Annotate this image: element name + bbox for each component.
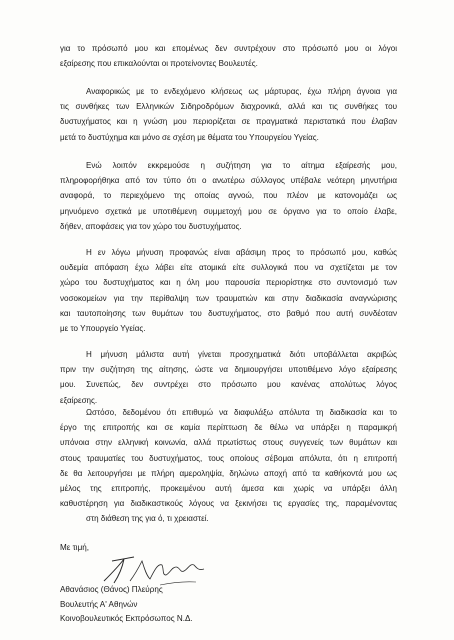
paragraph-6: [60, 405, 397, 527]
text-line: δυστυχήματος και η γνώση μου περιορίζεται σε πραγματικά περιστατικά που έλαβαν: [60, 117, 397, 127]
paragraph-1: [60, 41, 397, 71]
text-line: μου. Συνεπώς, δεν συντρέχει στο πρόσωπο μου κανένας απολύτως λόγος: [60, 380, 397, 390]
signatory-role: Κοινοβουλευτικός Εκπρόσωπος Ν.Δ.: [60, 614, 193, 623]
text-line: υπόνοια στην ελληνική κοινωνία, αλλά πρωτίστως στους συγγενείς των θυμάτων και: [60, 438, 397, 448]
text-line: πληροφορήθηκα από τον τύπο ότι ο ανωτέρω σύλλογος υπέβαλε νεότερη μηνυτήρια: [60, 176, 397, 186]
text-line: για το πρόσωπό μου και επομένως δεν συντρέχουν στο πρόσωπό μου οι λόγοι: [60, 44, 397, 53]
text-line: δήθεν, αποφάσεις για τον χώρο του δυστυχήματος.: [60, 221, 242, 231]
text-line: Η εν λόγω μήνυση προφανώς είναι αβάσιμη προς το πρόσωπό μου, καθώς: [86, 248, 397, 257]
text-line: και ταυτοποίησης των θυμάτων του δυστυχήματος, στο βαθμό που αυτή συνδέοταν: [60, 308, 397, 318]
text-line: νοσοκομείων για την περίθαλψη των τραυματιών και στην διαδικασία αναγνώρισης: [60, 293, 397, 303]
text-line: χώρο του δυστυχήματος και η όλη μου παρουσία περιορίστηκε στο συντονισμό των: [60, 278, 397, 288]
text-line: Αναφορικώς με το ενδεχόμενο κλήσεως ως μάρτυρας, έχω πλήρη άγνοια για: [86, 87, 397, 96]
text-line: καθυστέρηση για διαδικαστικούς λόγους να ξεκινήσει τις εργασίες της, παραμένοντας: [60, 499, 397, 509]
text-line: δε θα λειτουργήσει με πλήρη αμεροληψία, δηλώνω αποχή από τα καθήκοντά μου ως: [60, 468, 397, 478]
text-line: στους τραυματίες του δυστυχήματος, τους οποίους σέβομαι απόλυτα, ότι η επιτροπή: [60, 453, 397, 463]
text-line: μετά το δυστύχημα και μόνο σε σχέση με θέματα του Υπουργείου Υγείας.: [60, 132, 319, 142]
text-line: στη διάθεση της για ό, τι χρειαστεί.: [86, 514, 209, 524]
text-line: έργο της επιτροπής και σε καμία περίπτωση δε θέλω να υπάρξει η παραμικρή: [60, 423, 397, 433]
signatory-name: Αθανάσιος (Θάνος) Πλεύρης: [60, 585, 163, 594]
text-line: Ωστόσο, δεδομένου ότι επιθυμώ να διαφυλάξω απόλυτα τη διαδικασία και το: [86, 408, 397, 417]
text-line: Ενώ λοιπόν εκκρεμούσε η συζήτηση για το αίτημα εξαίρεσής μου,: [86, 161, 397, 170]
text-line: πριν την συζήτηση της αίτησης, ώστε να δημιουργήσει υποτιθέμενο λόγο εξαίρεσης: [60, 365, 397, 375]
paragraph-5: [60, 347, 397, 408]
text-line: εξαίρεσης.: [60, 395, 98, 405]
text-line: μέλος της επιτροπής, προκειμένου αυτή άμεσα και χωρίς να υπάρξει άλλη: [60, 484, 397, 494]
text-line: αναφορά, το περιεχόμενο της οποίας αγνοώ, που πλέον με κατονομάζει ως: [60, 191, 397, 201]
signatory-title: Βουλευτής Α' Αθηνών: [60, 599, 138, 609]
signatory-block: [60, 583, 193, 627]
text-line: Η μήνυση μάλιστα αυτή γίνεται προσχηματικά διότι υποβάλλεται ακριβώς: [86, 350, 397, 359]
text-line: ουδεμία απόφαση έχω λάβει είτε ατομικά είτε συλλογικά που να σχετίζεται με τον: [60, 263, 397, 273]
closing-salutation: Με τιμή,: [60, 543, 90, 552]
text-line: εξαίρεσης που επικαλούνται οι προτείνοντες Βουλευτές.: [60, 59, 258, 69]
paragraph-2: [60, 84, 397, 145]
paragraph-4: [60, 245, 397, 336]
paragraph-3: [60, 158, 397, 234]
text-line: με το Υπουργείο Υγείας.: [60, 324, 146, 334]
text-line: μηνυόμενο σχετικά με υποτιθέμενη συμμετοχή μου σε όργανο για το οποίο έλαβε,: [60, 206, 397, 216]
text-line: τις συνθήκες των Ελληνικών Σιδηροδρόμων διαχρονικά, αλλά και τις συνθήκες του: [60, 102, 397, 112]
